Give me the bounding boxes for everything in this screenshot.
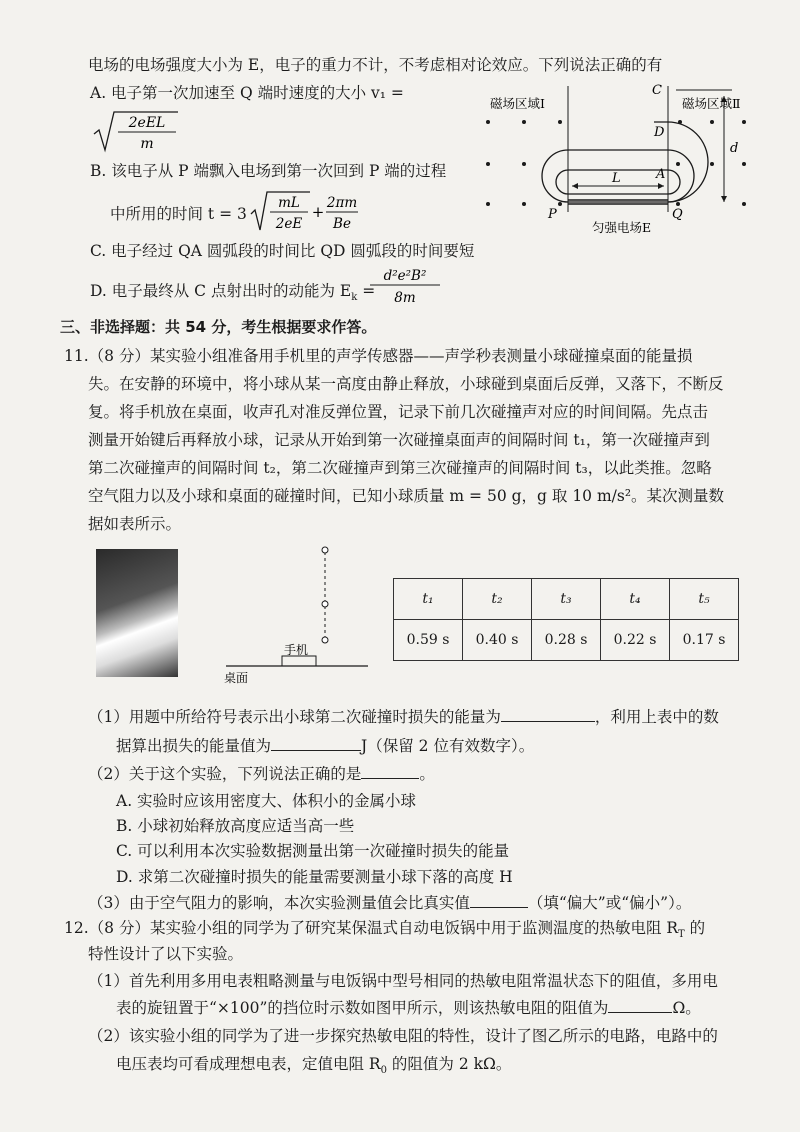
q11-p1-blank-1[interactable] <box>501 707 595 722</box>
option-a-text: A. 电子第一次加速至 Q 端时速度的大小 v₁ = <box>90 84 404 102</box>
label-C: C <box>652 83 662 98</box>
option-b-f1-den: 2eE <box>275 216 303 232</box>
section-3-heading: 三、非选择题：共 54 分，考生根据要求作答。 <box>60 318 377 336</box>
table-header-cell: t₁ <box>394 579 463 620</box>
option-d-equals: = <box>362 282 376 300</box>
q12-subscript-T: T <box>678 929 685 941</box>
region-2-label: 磁场区域Ⅱ <box>682 96 741 111</box>
ball-mid <box>322 601 328 607</box>
q12-line-1 <box>64 917 705 946</box>
field-label: 匀强电场E <box>592 220 652 235</box>
option-a-formula <box>92 108 182 154</box>
table-header-row <box>394 579 739 620</box>
label-A: A <box>656 167 666 182</box>
option-b-formula <box>250 188 360 234</box>
table-cell: 0.59 s <box>394 620 463 661</box>
label-L: L <box>612 171 621 186</box>
q12-p1-text-c: Ω。 <box>672 999 701 1017</box>
q12-p2-text-c: 的阻值为 2 kΩ。 <box>386 1055 512 1073</box>
q11-p1-blank-2[interactable] <box>271 736 361 751</box>
q11-p1-text-a: （1）用题中所给符号表示出小球第二次碰撞时损失的能量为 <box>88 708 501 726</box>
label-d: d <box>730 141 739 156</box>
q12-part2-line1: （2）该实验小组的同学为了进一步探究热敏电阻的特性，设计了图乙所示的电路，电路中的 <box>88 1027 718 1045</box>
table-header-cell: t₃ <box>532 579 601 620</box>
table-cell: 0.40 s <box>463 620 532 661</box>
experiment-photo <box>96 549 178 677</box>
option-a-denominator: m <box>140 136 154 152</box>
option-d-subscript: k <box>351 292 358 304</box>
q11-p1-text-d: J（保留 2 位有效数字）。 <box>361 737 535 755</box>
time-data-table <box>393 578 739 661</box>
q11-part2 <box>88 763 435 785</box>
q12-p1-text-b: 表的旋钮置于“×100”的挡位时示数如图甲所示，则该热敏电阻的阻值为 <box>116 999 609 1017</box>
q11-line-3: 复。将手机放在桌面，收声孔对准反弹位置，记录下前几次碰撞声对应的时间间隔。先点击 <box>88 403 709 421</box>
q12-subscript-0: 0 <box>380 1065 387 1077</box>
region-1-label: 磁场区域Ⅰ <box>490 96 545 111</box>
q11-p3-blank[interactable] <box>470 893 528 908</box>
q11-line-7: 据如表所示。 <box>88 515 182 533</box>
phone-label: 手机 <box>284 643 309 657</box>
ball-low <box>322 637 328 643</box>
option-d-text <box>90 280 375 309</box>
option-b-text-2: 中所用的时间 t = 3 <box>110 205 247 223</box>
ball-top <box>322 547 328 553</box>
q11-line-2: 失。在安静的环境中，将小球从某一高度由静止释放，小球碰到桌面后反弹，又落下，不断反 <box>88 375 724 393</box>
option-c-text: C. 电子经过 QA 圆弧段的时间比 QD 圆弧段的时间要短 <box>90 242 475 260</box>
q11-p3-text-b: （填“偏大”或“偏小”）。 <box>527 894 692 912</box>
label-P: P <box>548 207 557 222</box>
intro-text: 电场的电场强度大小为 E，电子的重力不计，不考虑相对论效应。下列说法正确的有 <box>88 56 663 74</box>
q11-part1-line1 <box>88 706 719 728</box>
q12-part1-line1: （1）首先利用多用电表粗略测量与电饭锅中型号相同的热敏电阻常温状态下的阻值，多用电 <box>88 972 718 990</box>
option-b-f2-den: Be <box>333 216 351 232</box>
q12-line-2: 特性设计了以下实验。 <box>88 945 244 963</box>
q11-option-d: D. 求第二次碰撞时损失的能量需要测量小球下落的高度 H <box>116 868 513 886</box>
q11-p2-blank[interactable] <box>361 764 419 779</box>
table-header-cell: t₄ <box>601 579 670 620</box>
option-b-text: B. 该电子从 P 端飘入电场到第一次回到 P 端的过程 <box>90 162 447 180</box>
field-dots <box>486 120 746 206</box>
option-a-numerator: 2eEL <box>128 115 166 131</box>
table-row <box>394 620 739 661</box>
option-d-label: D. 电子最终从 C 点射出时的动能为 E <box>90 282 352 300</box>
q11-p3-text-a: （3）由于空气阻力的影响，本次实验测量值会比真实值 <box>88 894 470 912</box>
q11-part3 <box>88 892 691 914</box>
table-header-cell: t₂ <box>463 579 532 620</box>
q11-p2-text: （2）关于这个实验，下列说法正确的是 <box>88 765 362 783</box>
table-cell: 0.28 s <box>532 620 601 661</box>
q11-line-1: 11.（8 分）某实验小组准备用手机里的声学传感器——声学秒表测量小球碰撞桌面的能量损 <box>64 347 693 365</box>
q12-text-1: 12.（8 分）某实验小组的同学为了研究某保温式自动电饭锅中用于监测温度的热敏电阻 R <box>64 919 679 937</box>
q11-p1-text-b: ，利用上表中的数 <box>594 708 719 726</box>
q12-p2-text-b: 电压表均可看成理想电表，定值电阻 R <box>116 1055 381 1073</box>
q11-p2-end: 。 <box>419 765 435 783</box>
option-b-plus: + <box>311 203 325 221</box>
ball-drop-diagram <box>222 540 372 685</box>
option-b-f2-num: 2πm <box>326 195 358 211</box>
q11-part1-line2 <box>116 735 534 757</box>
magnetic-field-diagram <box>480 82 760 240</box>
option-d-numerator: d²e²B² <box>383 268 427 284</box>
table-header-cell: t₅ <box>670 579 739 620</box>
option-d-formula <box>366 262 446 308</box>
q11-line-5: 第二次碰撞声的间隔时间 t₂，第二次碰撞声到第三次碰撞声的间隔时间 t₃，以此类推。忽略 <box>88 459 712 477</box>
label-D: D <box>654 125 665 140</box>
q11-option-a: A. 实验时应该用密度大、体积小的金属小球 <box>116 792 417 810</box>
q11-line-4: 测量开始键后再释放小球，记录从开始到第一次碰撞桌面声的间隔时间 t₁，第一次碰撞声到 <box>88 431 710 449</box>
desk-label: 桌面 <box>224 671 249 685</box>
q11-option-b: B. 小球初始释放高度应适当高一些 <box>116 817 355 835</box>
table-cell: 0.17 s <box>670 620 739 661</box>
q11-option-c: C. 可以利用本次实验数据测量出第一次碰撞时损失的能量 <box>116 842 510 860</box>
option-d-denominator: 8m <box>394 290 416 306</box>
label-Q: Q <box>672 207 683 222</box>
q12-text-1-end: 的 <box>684 919 706 937</box>
q12-part1-line2 <box>116 997 701 1019</box>
phone-box <box>282 656 316 666</box>
table-cell: 0.22 s <box>601 620 670 661</box>
q12-p1-blank[interactable] <box>608 998 672 1013</box>
q11-p1-text-c: 据算出损失的能量值为 <box>116 737 272 755</box>
q11-line-6: 空气阻力以及小球和桌面的碰撞时间，已知小球质量 m = 50 g，g 取 10 m/s²。某次测量数 <box>88 487 725 505</box>
q12-part2-line2 <box>116 1053 511 1082</box>
option-b-f1-num: mL <box>278 195 300 211</box>
